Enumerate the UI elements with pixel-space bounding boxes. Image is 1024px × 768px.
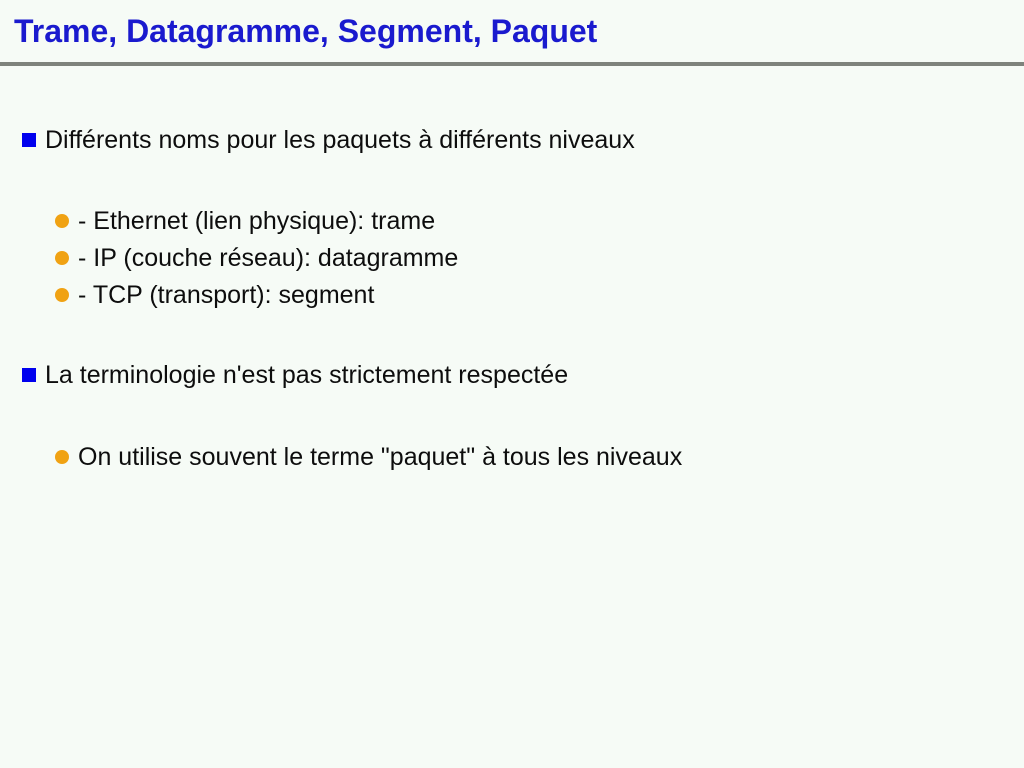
square-bullet-icon: [22, 368, 36, 382]
sub-bullet-item-tcp: [55, 280, 374, 310]
circle-bullet-icon: [55, 214, 69, 228]
sub-bullet-ethernet-text: - Ethernet (lien physique): trame: [78, 206, 436, 235]
circle-bullet-icon: [55, 450, 69, 464]
sub-bullet-item-ip: [55, 243, 458, 273]
bullet-item-2: [22, 360, 568, 390]
circle-bullet-icon: [55, 251, 69, 265]
bullet-item-2-text: La terminologie n'est pas strictement respectée: [45, 360, 569, 389]
slide-title: Trame, Datagramme, Segment, Paquet: [14, 13, 598, 49]
circle-bullet-icon: [55, 288, 69, 302]
title-rule-divider: [0, 62, 1024, 66]
bullet-item-1-text: Différents noms pour les paquets à différents niveaux: [45, 125, 635, 154]
sub-bullet-item-paquet: [55, 442, 682, 472]
bullet-item-1: [22, 125, 635, 155]
sub-bullet-paquet-text: On utilise souvent le terme "paquet" à tous les niveaux: [78, 442, 683, 471]
sub-bullet-tcp-text: - TCP (transport): segment: [78, 280, 375, 309]
sub-bullet-item-ethernet: [55, 206, 435, 236]
sub-bullet-ip-text: - IP (couche réseau): datagramme: [78, 243, 459, 272]
square-bullet-icon: [22, 133, 36, 147]
